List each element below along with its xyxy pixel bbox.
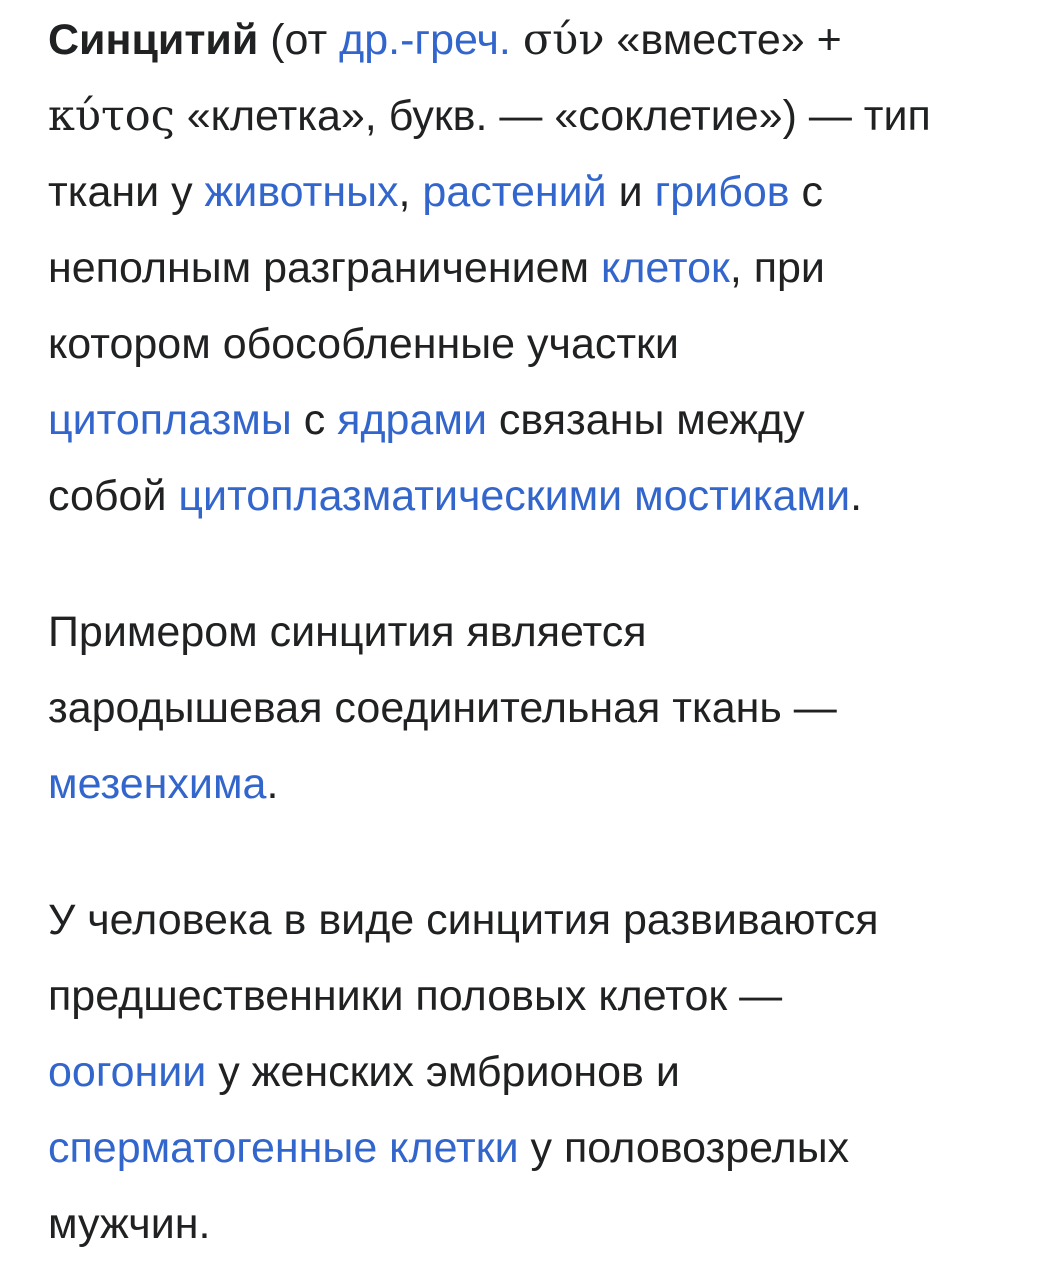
text-line <box>48 458 1008 534</box>
text-run: зародышевая соединительная ткань — <box>48 684 837 732</box>
text-line <box>48 958 1008 1034</box>
text-line <box>48 154 1008 230</box>
text-line <box>48 230 1008 306</box>
text-line <box>48 382 1008 458</box>
link-ancient-greek[interactable]: др.-греч. <box>339 16 511 64</box>
text-run: , при <box>729 244 825 292</box>
text-run: У человека в виде синцития развиваются <box>48 896 879 944</box>
text-run: , <box>398 168 423 216</box>
greek-word: κύτος <box>48 91 175 141</box>
link-oogonia[interactable]: оогонии <box>48 1048 207 1096</box>
text-line <box>48 1034 1008 1110</box>
link-mesenchyme[interactable]: мезенхима <box>48 760 267 808</box>
text-run: с <box>789 168 824 216</box>
text-run: у половозрелых <box>518 1124 850 1172</box>
paragraph-gap <box>48 822 1008 882</box>
text-line <box>48 1186 1008 1262</box>
text-line <box>48 306 1008 382</box>
text-run: с <box>291 396 338 444</box>
text-run: Примером синцития является <box>48 608 647 656</box>
link-nuclei[interactable]: ядрами <box>337 396 487 444</box>
link-cytoplasmic-bridges[interactable]: цитоплазматическими мостиками <box>178 472 851 520</box>
paragraph-example <box>48 594 1008 822</box>
text-run: (от <box>258 16 340 64</box>
text-line <box>48 1110 1008 1186</box>
text-run: предшественники половых клеток — <box>48 972 783 1020</box>
article-body <box>48 0 1008 1262</box>
text-run: «вместе» + <box>604 16 842 64</box>
link-cytoplasm[interactable]: цитоплазмы <box>48 396 292 444</box>
text-run: котором обособленные участки <box>48 320 679 368</box>
text-run: мужчин. <box>48 1200 211 1248</box>
text-run: собой <box>48 472 179 520</box>
text-line <box>48 2 1008 78</box>
link-spermatogenic-cells[interactable]: сперматогенные клетки <box>48 1124 519 1172</box>
article-term: Синцитий <box>48 16 259 64</box>
link-cells[interactable]: клеток <box>601 244 730 292</box>
text-run: «клетка», букв. — «соклетие») — тип <box>174 92 931 140</box>
text-line <box>48 746 1008 822</box>
paragraph-human <box>48 882 1008 1262</box>
link-fungi[interactable]: грибов <box>654 168 790 216</box>
text-run: неполным разграничением <box>48 244 602 292</box>
greek-word: σύν <box>522 15 605 65</box>
text-run: . <box>850 472 863 520</box>
text-line <box>48 670 1008 746</box>
text-line <box>48 78 1008 154</box>
paragraph-gap <box>48 534 1008 594</box>
text-line <box>48 882 1008 958</box>
paragraph-definition <box>48 2 1008 534</box>
text-run: и <box>606 168 655 216</box>
text-run: у женских эмбрионов и <box>206 1048 680 1096</box>
link-animals[interactable]: животных <box>204 168 399 216</box>
text-run <box>511 16 523 64</box>
text-run: ткани у <box>48 168 205 216</box>
text-run: связаны между <box>486 396 805 444</box>
text-run: . <box>266 760 279 808</box>
link-plants[interactable]: растений <box>422 168 607 216</box>
text-line <box>48 594 1008 670</box>
